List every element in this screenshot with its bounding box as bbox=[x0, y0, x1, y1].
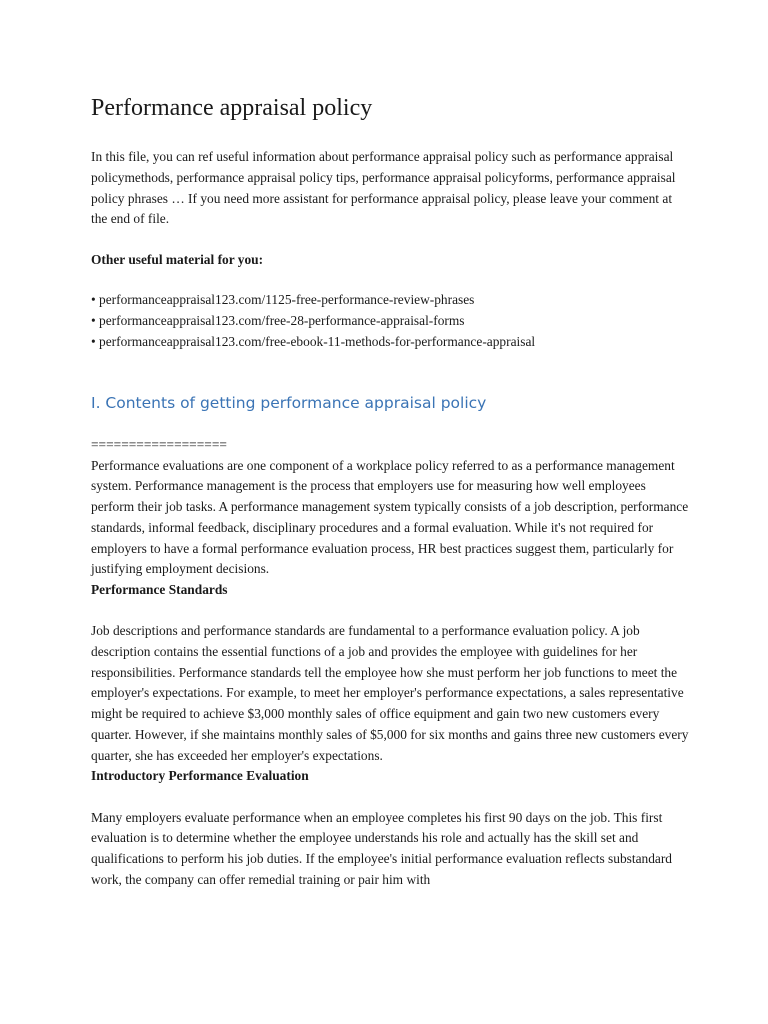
material-link[interactable]: • performanceappraisal123.com/free-28-performance-appraisal-forms bbox=[91, 312, 465, 328]
intro-paragraph: In this file, you can ref useful information about performance appraisal policy such as performance appraisal policymethods, performance appraisal policy tips, performance appraisal policyforms, performance appraisal policy phrases … If you need more assistant for performance appraisal policy, please leave your comment at the end of file. bbox=[91, 149, 676, 227]
paragraph-gap bbox=[91, 787, 691, 808]
material-link[interactable]: • performanceappraisal123.com/1125-free-performance-review-phrases bbox=[91, 292, 475, 307]
material-link[interactable]: • performanceappraisal123.com/free-ebook-11-methods-for-performance-appraisal bbox=[91, 333, 536, 349]
body-paragraph: Job descriptions and performance standards are fundamental to a performance evaluation policy. A job description contains the essential functions of a job and provides the employee with guidelines for her responsibilities. Performance standards tell the employee how she must perform her job functions to meet the employer's expectations. For example, to meet her employer's performance expectations, a sales representative might be required to achieve $3,000 monthly sales of office equipment and gain two new customers every quarter. However, if she maintains monthly sales of $5,000 for six months and gains three new customers every quarter, she has exceeded her employer's expectations. bbox=[91, 623, 689, 763]
body-paragraph: Performance evaluations are one component of a workplace policy referred to as a performance management system. Performance management is the process that employers use for measuring how well employees perform their job tasks. A performance management system typically consists of a job description, performance standards, informal feedback, disciplinary procedures and a formal evaluation. While it's not required for employers to have a formal performance evaluation process, HR best practices suggest them, particularly for justifying employment decisions. bbox=[91, 457, 689, 577]
page-title: Performance appraisal policy bbox=[91, 95, 373, 121]
paragraph-gap bbox=[91, 601, 691, 622]
divider-line: ================== bbox=[91, 437, 227, 452]
subheading-performance-standards: Performance Standards bbox=[91, 581, 228, 597]
other-material-heading: Other useful material for you: bbox=[91, 252, 264, 267]
material-links-list bbox=[91, 290, 535, 352]
section-body bbox=[91, 435, 691, 890]
body-paragraph: Many employers evaluate performance when an employee completes his first 90 days on the job. This first evaluation is to determine whether the employee understands his role and actually has the skill set and qualifications to perform his job duties. If the employee's initial performance evaluation reflects substandard work, the company can offer remedial training or pair him with bbox=[91, 809, 673, 887]
section-heading: I. Contents of getting performance appraisal policy bbox=[91, 394, 487, 412]
subheading-introductory-evaluation: Introductory Performance Evaluation bbox=[91, 768, 309, 784]
